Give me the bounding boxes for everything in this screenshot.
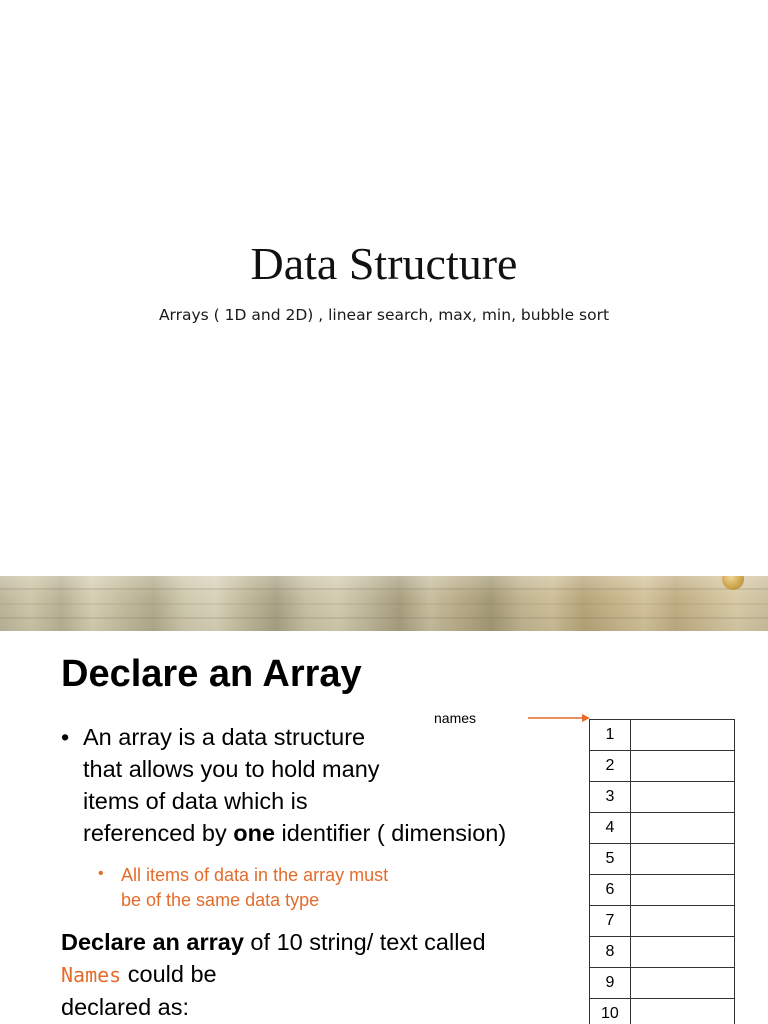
array-row: [590, 720, 735, 751]
array-index-cell: 1: [590, 720, 631, 751]
array-value-cell: [630, 937, 734, 968]
array-index-cell: 3: [590, 782, 631, 813]
array-row: [590, 906, 735, 937]
declare-text-segment: could be: [121, 961, 217, 987]
slide-subtitle: Arrays ( 1D and 2D) , linear search, max, min, bubble sort: [158, 306, 610, 324]
bullet-marker: •: [61, 724, 70, 750]
arrow-right-icon: [528, 711, 590, 725]
code-identifier: Names: [61, 963, 122, 987]
array-index-cell: 2: [590, 751, 631, 782]
bullet-text-segment: referenced by: [83, 820, 234, 846]
sub-bullet-line: be of the same data type: [121, 890, 320, 910]
bullet-line: [83, 817, 583, 849]
array-value-cell: [630, 844, 734, 875]
array-value-cell: [630, 720, 734, 751]
array-index-cell: 9: [590, 968, 631, 999]
slide-title: Data Structure: [250, 238, 518, 289]
sub-bullet-line: All items of data in the array must: [121, 865, 389, 885]
decorative-painted-band: [0, 576, 768, 631]
slide-heading: Declare an Array: [61, 653, 362, 695]
array-value-cell: [630, 875, 734, 906]
array-name-label: names: [434, 710, 477, 726]
bold-phrase: Declare an array: [61, 929, 244, 955]
array-index-cell: 10: [590, 999, 631, 1024]
bullet-text-segment: identifier ( dimension): [275, 820, 507, 846]
declare-line: declared as:: [61, 994, 190, 1020]
sub-bullet-text: [121, 863, 481, 913]
bullet-line: items of data which is: [83, 788, 308, 814]
sub-bullet-marker: •: [98, 865, 104, 882]
array-value-cell: [630, 813, 734, 844]
band-stroke: [0, 603, 768, 605]
array-row: [590, 751, 735, 782]
array-value-cell: [630, 751, 734, 782]
array-row: [590, 875, 735, 906]
array-row: [590, 968, 735, 999]
declare-line: [61, 926, 581, 958]
declare-text-segment: of 10 string/ text called: [243, 929, 486, 955]
bullet-line: that allows you to hold many: [83, 756, 380, 782]
array-row: [590, 937, 735, 968]
array-index-cell: 4: [590, 813, 631, 844]
array-index-cell: 5: [590, 844, 631, 875]
array-row: [590, 782, 735, 813]
bullet-line: An array is a data structure: [83, 724, 366, 750]
array-value-cell: [630, 999, 734, 1024]
declare-paragraph: [61, 926, 581, 1023]
bullet-text: [83, 721, 583, 849]
array-row: [590, 999, 735, 1024]
band-stroke: [0, 588, 768, 590]
array-value-cell: [630, 906, 734, 937]
band-stroke: [0, 617, 768, 619]
array-index-cell: 8: [590, 937, 631, 968]
array-row: [590, 844, 735, 875]
array-diagram-table: [589, 719, 735, 1024]
array-value-cell: [630, 968, 734, 999]
declare-array-slide: [0, 631, 768, 1024]
array-index-cell: 7: [590, 906, 631, 937]
array-index-cell: 6: [590, 875, 631, 906]
array-row: [590, 813, 735, 844]
array-value-cell: [630, 782, 734, 813]
declare-line: [61, 958, 581, 991]
bold-keyword: one: [233, 820, 276, 846]
